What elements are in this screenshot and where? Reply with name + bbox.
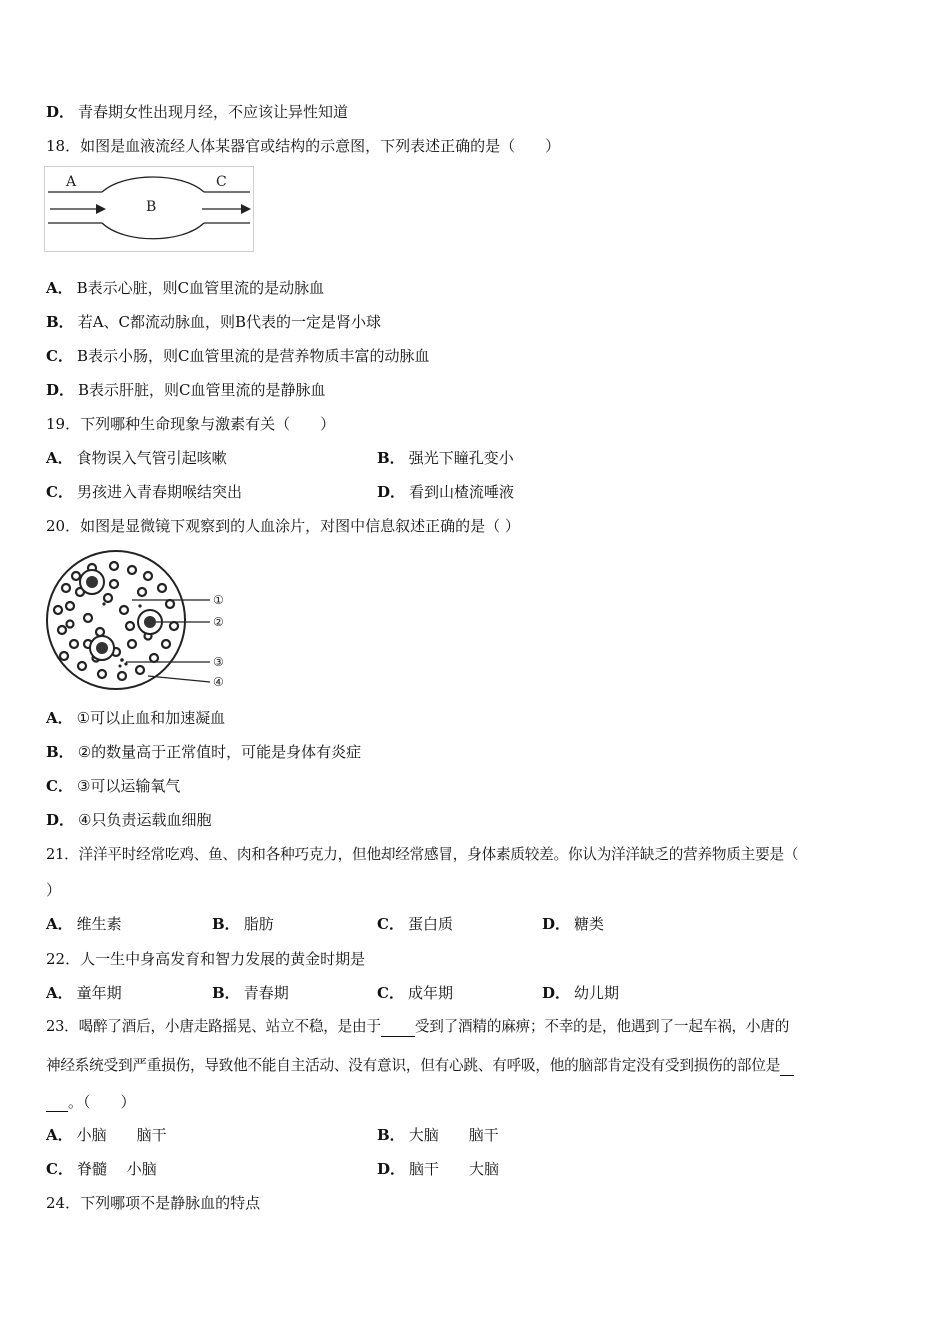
q23-stem-line3 <box>46 1092 136 1112</box>
option-letter: B． <box>46 313 74 331</box>
q19-option-c <box>46 483 242 501</box>
q18-option-b <box>46 312 381 332</box>
option-letter: C． <box>46 347 73 365</box>
option-letter: D． <box>542 984 571 1002</box>
q23-options-row1 <box>46 1125 746 1145</box>
option-text: 男孩进入青春期喉结突出 <box>76 483 242 501</box>
q23-option-d <box>377 1159 499 1179</box>
label-a: A <box>66 174 77 190</box>
q22-stem: 22．人一生中身高发育和智力发展的黄金时期是 <box>46 950 366 968</box>
option-letter: D． <box>46 811 75 829</box>
q20-option-c <box>46 776 180 796</box>
option-text: 童年期 <box>76 984 122 1002</box>
option-letter: C． <box>46 777 73 795</box>
option-text: 大脑 脑干 <box>408 1126 499 1144</box>
option-text: 脂肪 <box>243 915 274 933</box>
q21-options <box>46 914 746 934</box>
option-text: 维生素 <box>76 915 122 933</box>
q22-option-c <box>377 983 453 1003</box>
answer-blank-2a <box>780 1059 794 1076</box>
option-text: 小脑 脑干 <box>76 1126 167 1144</box>
option-letter: D． <box>377 1160 406 1178</box>
option-letter: B． <box>377 1126 405 1144</box>
q20-option-b <box>46 742 361 762</box>
option-text: 糖类 <box>574 915 605 933</box>
option-text: 青春期女性出现月经，不应该让异性知道 <box>78 103 349 121</box>
q21-stem-line1: 21．洋洋平时经常吃鸡、鱼、肉和各种巧克力，但他却经常感冒，身体素质较差。你认为洋洋缺乏的营养物质主要是（ <box>46 846 799 863</box>
q20-blood-smear-figure <box>44 548 234 694</box>
option-letter: C． <box>377 984 404 1002</box>
option-text: 若A、C都流动脉血，则B代表的一定是肾小球 <box>77 313 382 331</box>
q23-stem-part4: 。（ ） <box>68 1093 136 1111</box>
option-text: 蛋白质 <box>407 915 453 933</box>
q23-options-row2 <box>46 1159 746 1179</box>
option-text: ③可以运输氧气 <box>76 777 181 795</box>
q21-option-c <box>377 914 453 934</box>
option-text: 看到山楂流唾液 <box>409 483 515 501</box>
q18-blood-flow-diagram <box>44 166 254 252</box>
q19-option-d <box>377 482 514 502</box>
label-b: B <box>146 199 157 215</box>
label-c: C <box>216 174 227 190</box>
option-text: 成年期 <box>407 984 453 1002</box>
option-letter: A． <box>46 709 73 727</box>
option-letter: D． <box>46 381 75 399</box>
q21-option-b <box>212 914 274 934</box>
option-text: ①可以止血和加速凝血 <box>76 709 226 727</box>
option-text: ②的数量高于正常值时，可能是身体有炎症 <box>77 743 362 761</box>
option-text: ④只负责运载血细胞 <box>78 811 212 829</box>
q22-options <box>46 983 746 1003</box>
q23-stem-line2 <box>46 1056 794 1076</box>
q22-option-d <box>542 983 619 1003</box>
option-text: 强光下瞳孔变小 <box>408 449 514 467</box>
option-letter: A． <box>46 279 73 297</box>
q23-option-c <box>46 1160 157 1178</box>
marker-1: ① <box>213 593 224 607</box>
q19-stem: 19．下列哪种生命现象与激素有关（ ） <box>46 415 336 433</box>
q23-option-b <box>377 1125 499 1145</box>
answer-blank-1 <box>381 1020 415 1037</box>
option-letter: C． <box>46 483 73 501</box>
option-letter: C． <box>46 1160 73 1178</box>
option-letter: B． <box>212 984 240 1002</box>
q20-stem: 20．如图是显微镜下观察到的人血涂片，对图中信息叙述正确的是（ ） <box>46 517 520 535</box>
q23-stem-part1: 23．喝醉了酒后，小唐走路摇晃、站立不稳，是由于 <box>46 1018 381 1035</box>
q19-option-a <box>46 449 227 467</box>
option-text: 幼儿期 <box>574 984 620 1002</box>
q20-option-a <box>46 708 225 728</box>
q22-option-b <box>212 983 289 1003</box>
option-letter: B． <box>377 449 405 467</box>
marker-4: ④ <box>213 675 224 689</box>
q22-option-a <box>46 984 122 1002</box>
q23-stem-line1 <box>46 1017 789 1037</box>
q23-option-a <box>46 1126 167 1144</box>
q17-option-d <box>46 102 348 122</box>
option-text: 青春期 <box>243 984 289 1002</box>
option-letter: A． <box>46 1126 73 1144</box>
q23-stem-part3: 神经系统受到严重损伤，导致他不能自主活动、没有意识，但有心跳、有呼吸，他的脑部肯定没有受到损伤的部位是 <box>46 1057 781 1074</box>
marker-2: ② <box>213 615 224 629</box>
q21-option-d <box>542 914 604 934</box>
q20-option-d <box>46 810 211 830</box>
q23-stem-part2: 受到了酒精的麻痹；不幸的是，他遇到了一起车祸，小唐的 <box>414 1018 790 1035</box>
q21-stem-line2: ） <box>46 881 62 899</box>
answer-blank-2b <box>46 1095 68 1112</box>
option-text: B表示肝脏，则C血管里流的是静脉血 <box>78 381 326 399</box>
option-text: 食物误入气管引起咳嗽 <box>76 449 227 467</box>
option-letter: B． <box>212 915 240 933</box>
q24-stem: 24．下列哪项不是静脉血的特点 <box>46 1194 261 1212</box>
q18-option-a <box>46 278 324 298</box>
option-text: B表示小肠，则C血管里流的是营养物质丰富的动脉血 <box>76 347 430 365</box>
q18-stem: 18．如图是血液流经人体某器官或结构的示意图，下列表述正确的是（ ） <box>46 137 561 155</box>
option-letter: B． <box>46 743 74 761</box>
q19-options-row1 <box>46 448 746 468</box>
q19-option-b <box>377 448 514 468</box>
option-letter: A． <box>46 984 73 1002</box>
option-letter: A． <box>46 915 73 933</box>
option-letter: A． <box>46 449 73 467</box>
q21-option-a <box>46 915 122 933</box>
q18-option-c <box>46 346 429 366</box>
option-letter: D． <box>377 483 406 501</box>
q18-option-d <box>46 380 326 400</box>
option-text: 脑干 大脑 <box>409 1160 500 1178</box>
option-letter: C． <box>377 915 404 933</box>
q19-options-row2 <box>46 482 746 502</box>
marker-3: ③ <box>213 655 224 669</box>
option-letter: D． <box>542 915 571 933</box>
option-text: B表示心脏，则C血管里流的是动脉血 <box>76 279 325 297</box>
option-letter: D． <box>46 103 75 121</box>
option-text: 脊髓 小脑 <box>76 1160 157 1178</box>
